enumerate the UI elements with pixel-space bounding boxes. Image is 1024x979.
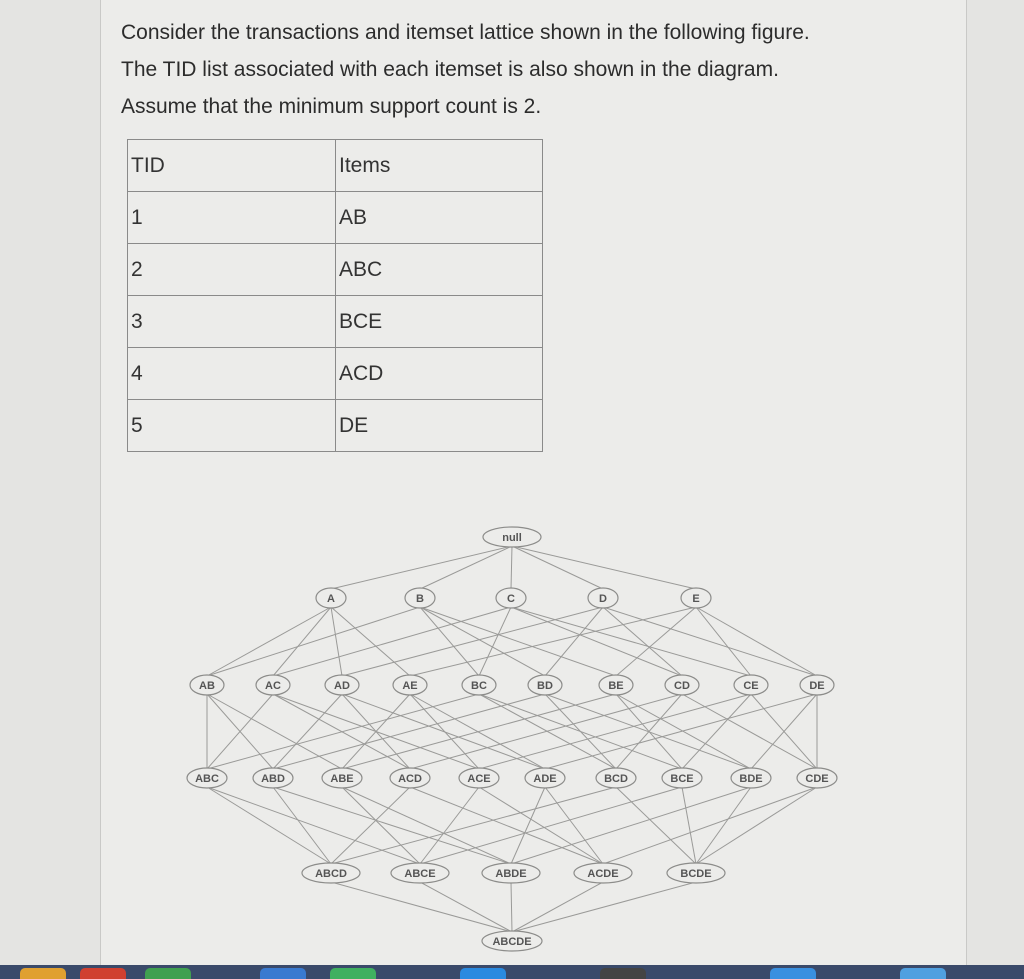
items-cell: BCE (336, 296, 543, 348)
node-label: ACD (398, 773, 422, 785)
lattice-edge (682, 694, 817, 769)
lattice-edge (410, 694, 682, 769)
dock-app-icon[interactable] (20, 968, 66, 979)
lattice-node (665, 675, 699, 695)
lattice-edge (420, 787, 479, 864)
dock-app-icon[interactable] (145, 968, 191, 979)
lattice-edge (273, 787, 331, 864)
lattice-node (528, 675, 562, 695)
lattice-edge (410, 694, 479, 769)
lattice-edge (512, 546, 603, 589)
node-label: ABC (195, 773, 219, 785)
lattice-node (190, 675, 224, 695)
tid-cell: 4 (128, 348, 336, 400)
node-label: CD (674, 680, 690, 692)
lattice-node (322, 768, 362, 788)
lattice-node (596, 768, 636, 788)
question-line: Assume that the minimum support count is 2. (121, 95, 542, 118)
header-tid: TID (128, 140, 336, 192)
node-label: AB (199, 680, 215, 692)
node-label: ABCE (404, 868, 436, 880)
dock-app-icon[interactable] (900, 968, 946, 979)
lattice-node (496, 588, 526, 608)
lattice-node (681, 588, 711, 608)
items-cell: DE (336, 400, 543, 452)
lattice-edge (511, 787, 545, 864)
lattice-edge (603, 607, 817, 676)
lattice-edge (331, 607, 410, 676)
lattice-node (459, 768, 499, 788)
node-label: CDE (805, 773, 829, 785)
tid-cell: 2 (128, 244, 336, 296)
node-label: ABE (330, 773, 354, 785)
lattice-edge (512, 882, 603, 932)
lattice-node (599, 675, 633, 695)
lattice-node (256, 675, 290, 695)
question-line: Consider the transactions and itemset lattice shown in the following figure. (121, 21, 810, 44)
lattice-edge (420, 882, 512, 932)
lattice-edge (511, 546, 512, 589)
node-label: BD (537, 680, 553, 692)
lattice-edge (273, 607, 511, 676)
node-label: null (502, 532, 522, 544)
node-label: D (599, 593, 607, 605)
lattice-edge (512, 546, 696, 589)
node-label: BCD (604, 773, 628, 785)
node-label: C (507, 593, 515, 605)
lattice-edge (603, 787, 817, 864)
lattice-node (734, 675, 768, 695)
node-label: CE (743, 680, 759, 692)
node-label: AE (402, 680, 418, 692)
lattice-node (405, 588, 435, 608)
lattice-edge (410, 607, 696, 676)
lattice-edge (420, 546, 512, 589)
lattice-edge (342, 694, 545, 769)
items-cell: ACD (336, 348, 543, 400)
lattice-edge (342, 694, 616, 769)
lattice-node (302, 863, 360, 883)
lattice-edge (331, 787, 410, 864)
lattice-node (482, 863, 540, 883)
lattice-edge (273, 607, 331, 676)
lattice-node (667, 863, 725, 883)
lattice-edge (616, 694, 751, 769)
items-cell: AB (336, 192, 543, 244)
header-items: Items (336, 140, 543, 192)
lattice-edge (207, 787, 420, 864)
lattice-edge (207, 694, 479, 769)
lattice-edge (273, 694, 342, 769)
lattice-edge (420, 607, 545, 676)
question-line: The TID list associated with each itemset is also shown in the diagram. (121, 58, 779, 81)
lattice-node (187, 768, 227, 788)
node-label: A (327, 593, 335, 605)
lattice-edge (420, 787, 682, 864)
node-label: BC (471, 680, 487, 692)
taskbar-dock (0, 965, 1024, 979)
dock-app-icon[interactable] (600, 968, 646, 979)
lattice-node (731, 768, 771, 788)
lattice-node (588, 588, 618, 608)
lattice-edge (545, 694, 817, 769)
dock-app-icon[interactable] (260, 968, 306, 979)
node-label: BCE (670, 773, 694, 785)
node-label: B (416, 593, 424, 605)
lattice-node (316, 588, 346, 608)
lattice-edge (545, 694, 616, 769)
dock-app-icon[interactable] (330, 968, 376, 979)
lattice-edge (479, 787, 603, 864)
lattice-edge (479, 607, 511, 676)
node-label: ACDE (587, 868, 619, 880)
node-label: AD (334, 680, 350, 692)
lattice-node (253, 768, 293, 788)
lattice-edge (342, 787, 420, 864)
lattice-node (462, 675, 496, 695)
lattice-node (391, 863, 449, 883)
lattice-edge (331, 607, 342, 676)
lattice-node (574, 863, 632, 883)
node-label: ABDE (495, 868, 527, 880)
node-label: ABCDE (492, 936, 532, 948)
lattice-edge (207, 694, 342, 769)
lattice-edge (603, 607, 682, 676)
node-label: ACE (467, 773, 491, 785)
node-label: ADE (533, 773, 557, 785)
lattice-node (800, 675, 834, 695)
lattice-edge (696, 607, 751, 676)
lattice-edge (682, 694, 751, 769)
lattice-edge (511, 882, 512, 932)
items-cell: ABC (336, 244, 543, 296)
lattice-edge (207, 607, 420, 676)
tid-cell: 5 (128, 400, 336, 452)
node-label: BDE (739, 773, 763, 785)
node-label: DE (809, 680, 825, 692)
tid-cell: 1 (128, 192, 336, 244)
lattice-node (662, 768, 702, 788)
node-label: BE (608, 680, 624, 692)
node-label: ABCD (315, 868, 347, 880)
lattice-node (525, 768, 565, 788)
dock-app-icon[interactable] (80, 968, 126, 979)
lattice-edge (512, 882, 696, 932)
lattice-node (390, 768, 430, 788)
lattice-edge (273, 694, 545, 769)
lattice-node (483, 527, 541, 547)
tid-cell: 3 (128, 296, 336, 348)
lattice-edge (479, 694, 751, 769)
lattice-node (797, 768, 837, 788)
lattice-edge (696, 787, 751, 864)
dock-app-icon[interactable] (460, 968, 506, 979)
node-label: ABD (261, 773, 285, 785)
lattice-edge (342, 607, 603, 676)
lattice-node (393, 675, 427, 695)
node-label: BCDE (680, 868, 712, 880)
lattice-edge (331, 882, 512, 932)
lattice-edge (342, 787, 511, 864)
lattice-edge (331, 546, 512, 589)
lattice-node (325, 675, 359, 695)
dock-app-icon[interactable] (770, 968, 816, 979)
node-label: E (692, 593, 700, 605)
node-label: AC (265, 680, 281, 692)
lattice-node (482, 931, 542, 951)
